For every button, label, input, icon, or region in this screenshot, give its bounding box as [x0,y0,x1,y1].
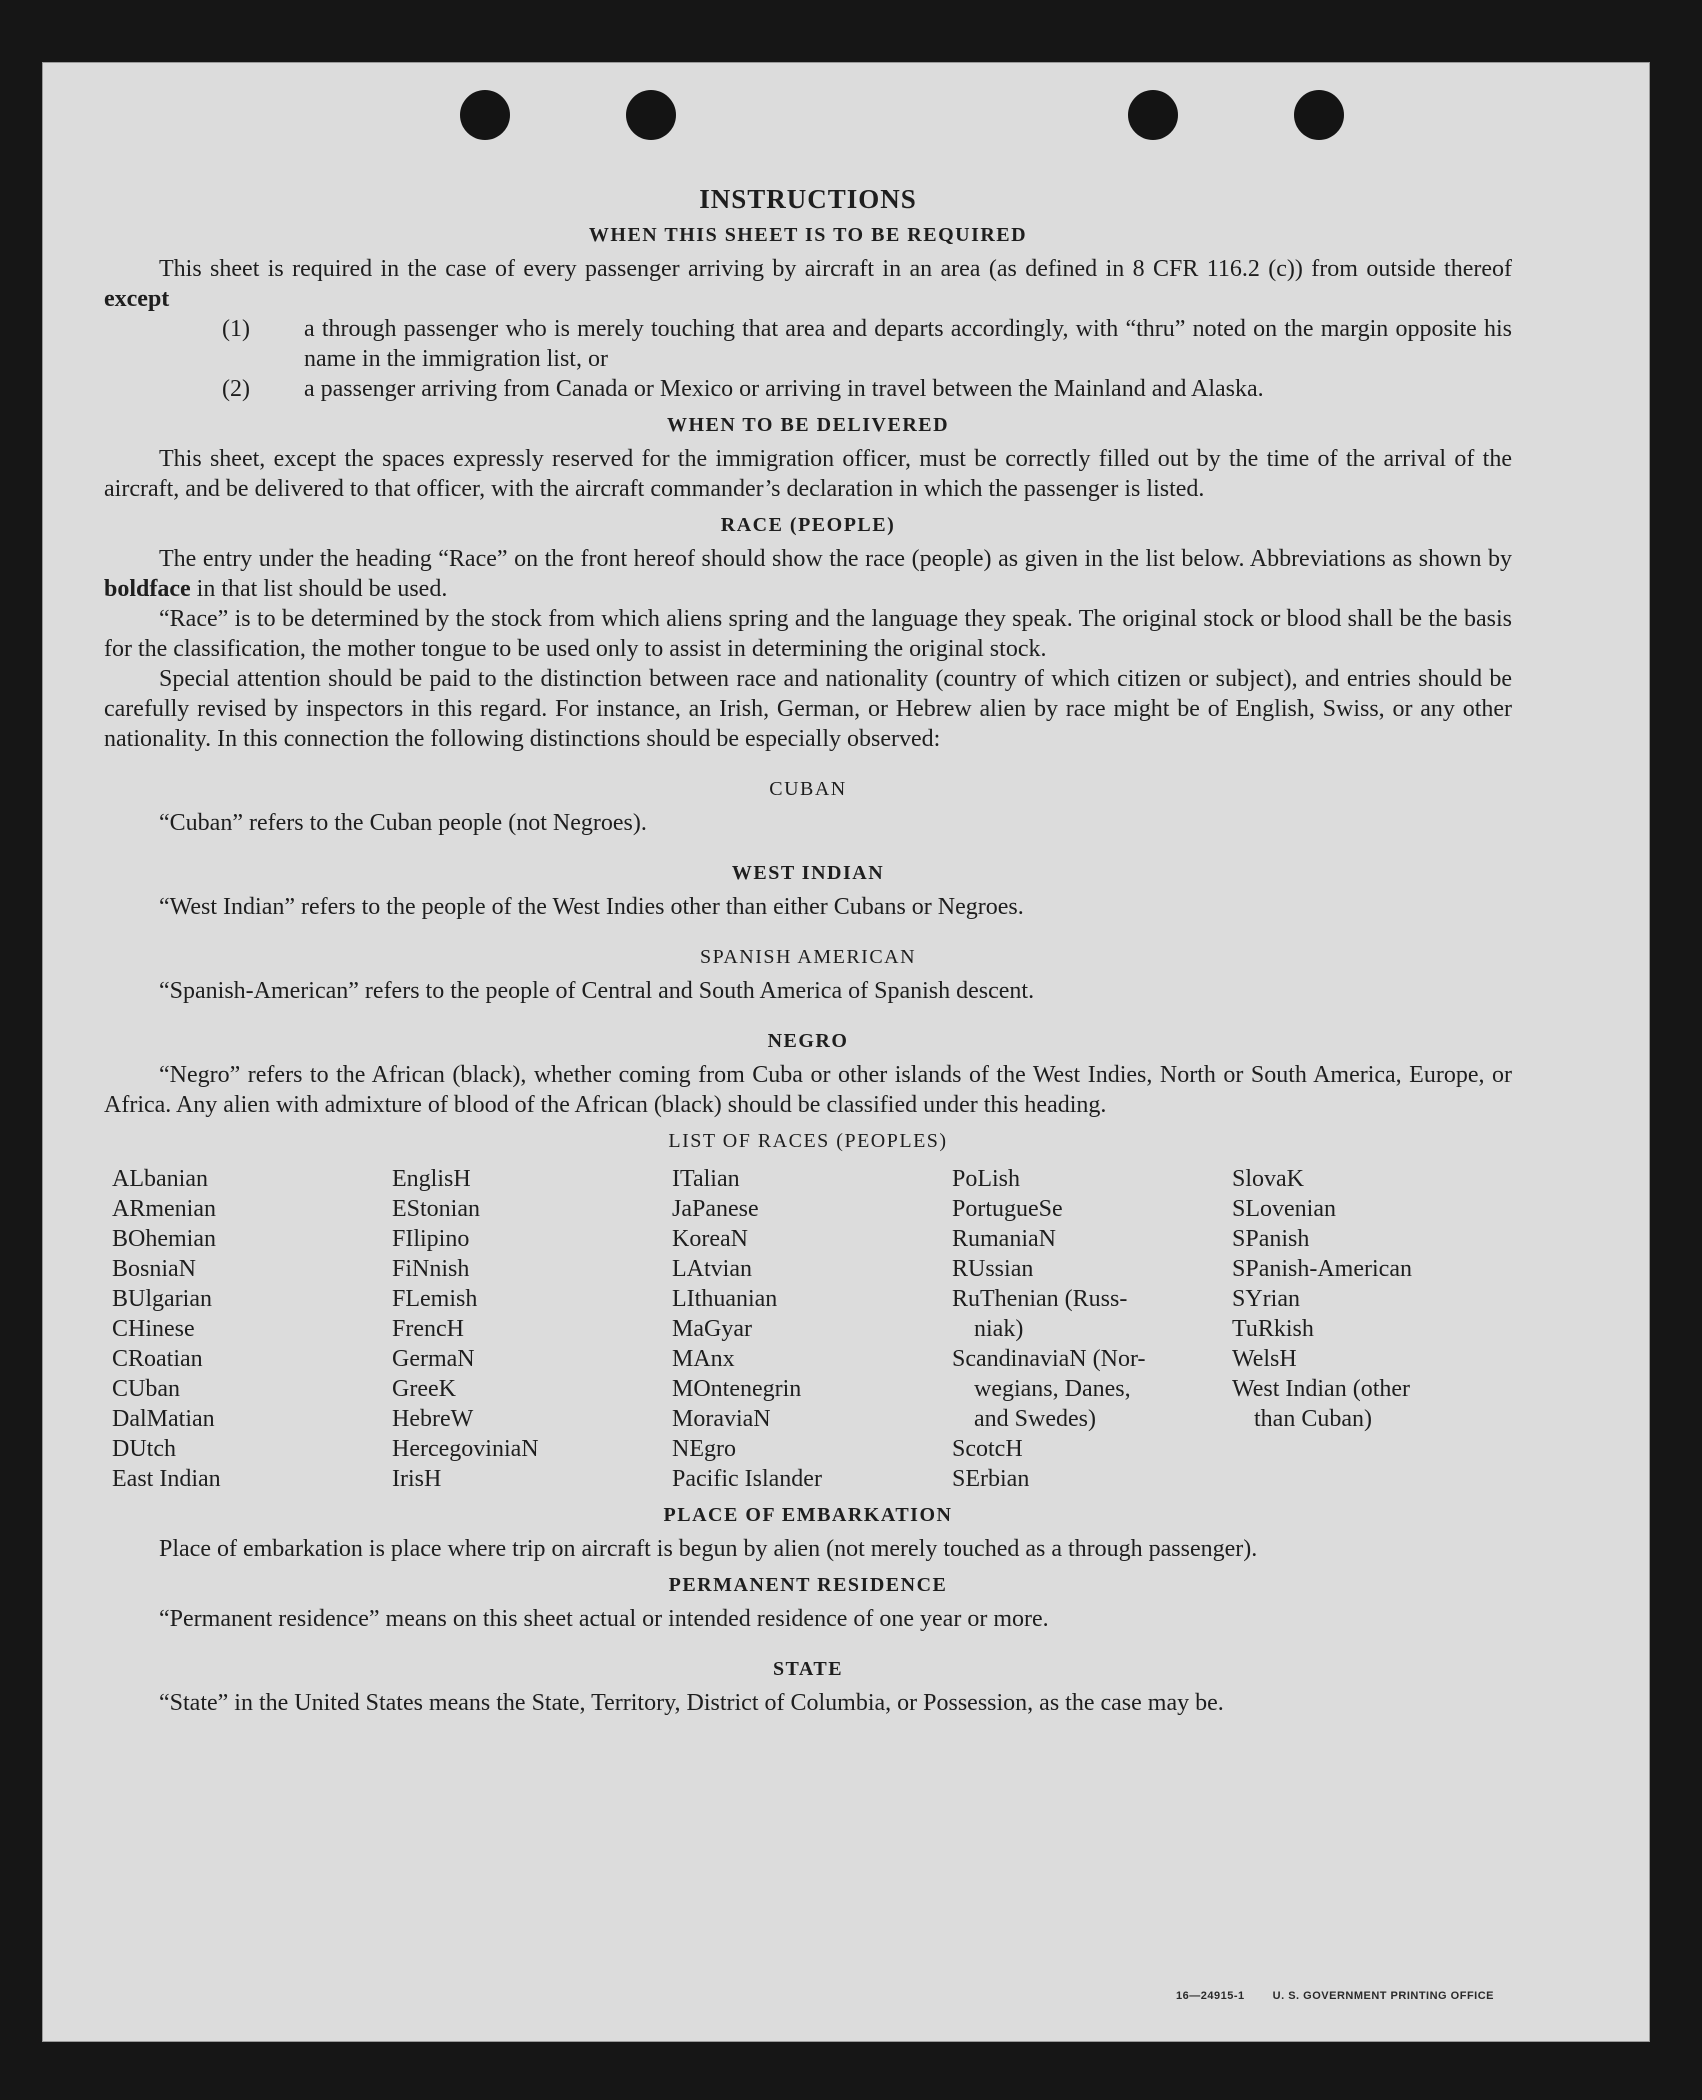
section-heading: WHEN TO BE DELIVERED [666,414,950,436]
document-sheet [42,62,1650,2042]
race-entry: FIlipino [392,1226,470,1252]
paragraph: “Spanish-American” refers to the people of Central and South America of Spanish descent. [159,978,1035,1004]
section-heading: CUBAN [769,778,847,800]
race-list [112,1164,1512,1494]
race-entry: CRoatian [112,1346,203,1372]
race-entry: KoreaN [672,1226,748,1252]
list-item: (1) a through passenger who is merely touching that area and departs accordingly, with “thru” noted on the margin opposite his name in the immigration list, or [222,316,1512,372]
race-entry: ScandinaviaN (Nor- [952,1346,1146,1372]
race-entry: RumaniaN [952,1226,1056,1252]
race-entry: SErbian [952,1466,1030,1492]
race-entry: TuRkish [1232,1316,1314,1342]
punch-hole [1294,90,1344,140]
race-entry: FrencH [392,1316,464,1342]
race-entry: RuThenian (Russ- [952,1286,1128,1312]
race-entry: HebreW [392,1406,474,1432]
paragraph: “West Indian” refers to the people of the West Indies other than either Cubans or Negroes. [159,894,1024,920]
paragraph: This sheet, except the spaces expressly reserved for the immigration officer, must be correctly filled out by the time of the arrival of the aircraft, and be delivered to that officer, with the aircraft commander’s declaration in which the passenger is listed. [104,446,1512,502]
paragraph: The entry under the heading “Race” on the front hereof should show the race (people) as given in the list below. Abbreviations as shown by boldface in that list should be used. [104,546,1512,602]
race-entry: Pacific Islander [672,1466,822,1492]
race-entry: MAnx [672,1346,735,1372]
race-entry: SYrian [1232,1286,1300,1312]
punch-hole [460,90,510,140]
race-entry: MoraviaN [672,1406,771,1432]
race-entry: niak) [974,1316,1024,1342]
race-entry: ALbanian [112,1166,208,1192]
punch-hole [626,90,676,140]
race-entry: GermaN [392,1346,475,1372]
race-entry: wegians, Danes, [974,1376,1131,1402]
race-entry: NEgro [672,1436,736,1462]
list-item: (2) a passenger arriving from Canada or Mexico or arriving in travel between the Mainland and Alaska. [222,376,1264,402]
race-entry: JaPanese [672,1196,759,1222]
paragraph: Special attention should be paid to the distinction between race and nationality (country of which citizen or subject), and entries should be carefully revised by inspectors in this regard. For instance, an Irish, German, or Hebrew alien by race might be of English, Swiss, or any other nationality. In this connection the following distinctions should be especially observed: [104,666,1512,752]
race-entry: SlovaK [1232,1166,1304,1192]
race-column [952,1164,1232,1494]
race-column [672,1164,952,1494]
race-entry: BOhemian [112,1226,216,1252]
race-column [392,1164,672,1494]
race-entry: IrisH [392,1466,442,1492]
paragraph: This sheet is required in the case of every passenger arriving by aircraft in an area (as defined in 8 CFR 116.2 (c)) from outside thereof except [104,256,1512,312]
section-heading: WEST INDIAN [731,862,885,884]
paragraph: Place of embarkation is place where trip on aircraft is begun by alien (not merely touched as a through passenger). [159,1536,1258,1562]
race-entry: WelsH [1232,1346,1297,1372]
paragraph: “Negro” refers to the African (black), whether coming from Cuba or other islands of the West Indies, North or South America, Europe, or Africa. Any alien with admixture of blood of the African (black) should be classified under this heading. [104,1062,1512,1118]
race-entry: East Indian [112,1466,221,1492]
race-entry: PoLish [952,1166,1021,1192]
race-entry: LIthuanian [672,1286,778,1312]
section-heading: PERMANENT RESIDENCE [668,1574,948,1596]
page-title: INSTRUCTIONS [699,184,917,214]
paragraph: “Race” is to be determined by the stock from which aliens spring and the language they speak. The original stock or blood shall be the basis for the classification, the mother tongue to be used only to assist in determining the original stock. [104,606,1512,662]
race-entry: PortugueSe [952,1196,1063,1222]
race-entry: SPanish [1232,1226,1310,1252]
section-heading: STATE [772,1658,844,1680]
document-content [104,184,1512,1718]
race-entry: HercegoviniaN [392,1436,539,1462]
race-entry: GreeK [392,1376,456,1402]
race-entry: FiNnish [392,1256,470,1282]
paragraph: “State” in the United States means the State, Territory, District of Columbia, or Possession, as the case may be. [159,1690,1224,1716]
race-entry: and Swedes) [974,1406,1096,1432]
section-heading: PLACE OF EMBARKATION [663,1504,953,1526]
race-entry: BUlgarian [112,1286,212,1312]
paragraph: “Permanent residence” means on this sheet actual or intended residence of one year or more. [159,1606,1049,1632]
race-entry: CHinese [112,1316,195,1342]
race-entry: EStonian [392,1196,480,1222]
section-heading: RACE (PEOPLE) [720,514,896,536]
race-entry: SLovenian [1232,1196,1336,1222]
race-entry: MOntenegrin [672,1376,802,1402]
punch-hole [1128,90,1178,140]
race-entry: DalMatian [112,1406,215,1432]
race-entry: LAtvian [672,1256,752,1282]
section-heading: LIST OF RACES (PEOPLES) [668,1130,948,1152]
paragraph: “Cuban” refers to the Cuban people (not Negroes). [159,810,647,836]
race-entry: RUssian [952,1256,1034,1282]
race-column [112,1164,392,1494]
race-entry: MaGyar [672,1316,752,1342]
race-entry: EnglisH [392,1166,471,1192]
race-entry: ITalian [672,1166,740,1192]
printer-name: U. S. GOVERNMENT PRINTING OFFICE [1272,1990,1494,2002]
race-entry: than Cuban) [1254,1406,1372,1432]
race-entry: BosniaN [112,1256,196,1282]
race-column [1232,1164,1512,1494]
section-heading: WHEN THIS SHEET IS TO BE REQUIRED [588,224,1028,246]
section-heading: NEGRO [767,1030,849,1052]
race-entry: SPanish-American [1232,1256,1412,1282]
race-entry: West Indian (other [1232,1376,1411,1402]
race-entry: ScotcH [952,1436,1023,1462]
race-entry: DUtch [112,1436,176,1462]
race-entry: FLemish [392,1286,478,1312]
form-number: 16—24915-1 [1176,1990,1245,2002]
printer-imprint [1148,1990,1494,2002]
race-entry: ARmenian [112,1196,216,1222]
race-entry: CUban [112,1376,180,1402]
section-heading: SPANISH AMERICAN [699,946,917,968]
